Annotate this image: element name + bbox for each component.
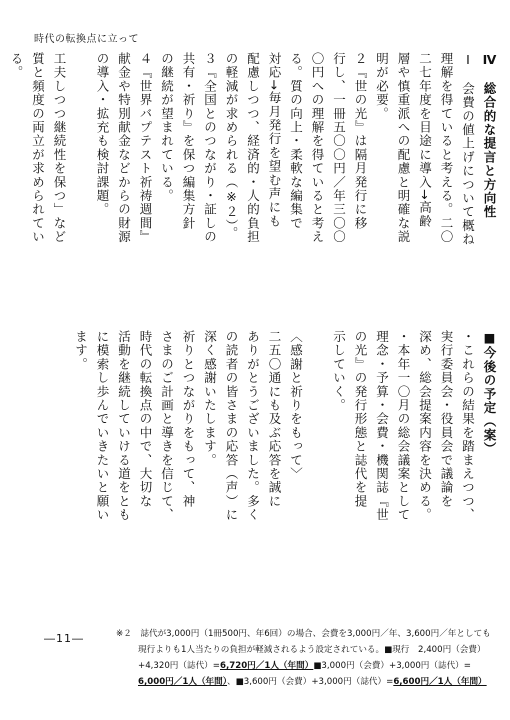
running-header: 時代の転換点に立って — [34, 34, 139, 45]
footnote-total: 6,600円／1人（年間） — [393, 677, 487, 687]
text-column: ２『世の光』は隔月発行に移 — [353, 52, 368, 231]
text-column: ます。 — [73, 330, 89, 372]
text-column: の導入・拡充も検討課題。 — [95, 52, 110, 217]
footnote-text: ■3,600円（会費）+3,000円（誌代）= — [235, 677, 394, 687]
text-column: の光』の発行形態と誌代を提 — [353, 330, 368, 509]
footnote-line: ※２ 誌代が3,000円（1冊500円、年6回）の場合、会費を3,000円／年、3,600円／年としても — [116, 629, 491, 639]
lower-text-block — [44, 330, 500, 592]
footnote-line — [116, 658, 502, 674]
text-column: 時代の転換点の中で、大切な — [138, 330, 153, 509]
text-column: ・これらの結果を踏まえつつ、 — [460, 330, 476, 522]
text-column: ・本年一〇月の総会議案として — [396, 330, 411, 522]
text-column: ３『全国とのつながり・証しの — [202, 52, 218, 244]
text-column: る。質の向上・柔軟な編集で — [288, 52, 304, 231]
text-column: 配慮しつつ、経済的・人的負担 — [245, 52, 261, 244]
footnote-text: ■3,000円（会費）+3,000円（誌代）= — [313, 661, 471, 671]
text-column: に模索し歩んでいきたいと願い — [95, 330, 110, 522]
footnote-total: 6,720円／1人（年間） — [219, 661, 314, 671]
text-column: ありがとうございました。多く — [245, 330, 261, 522]
text-column — [0, 52, 6, 310]
text-column — [70, 52, 92, 310]
text-column: 活動を継続していける道をとも — [116, 330, 132, 522]
text-column: 共有・祈り』を保つ編集方針 — [181, 52, 196, 231]
footnote-total: 6,000円／1人（年間） — [138, 677, 228, 687]
text-column: ４『世界バプテスト祈祷週間』 — [138, 52, 153, 244]
text-column: 対応→毎月発行を望む声にも — [267, 52, 282, 229]
text-column: 深く感謝いたします。 — [202, 330, 218, 467]
upper-text-block — [9, 52, 500, 310]
text-column — [307, 330, 329, 592]
text-column: の軽減が求められる（※２）。 — [224, 52, 239, 241]
text-column: Ⅰ 会費の値上げについて概ね — [460, 52, 476, 247]
section-heading: Ⅳ 総合的な提言と方向性 — [482, 52, 497, 219]
footnote-line: 6,000円／1人（年間）、■3,600円（会費）+3,000円（誌代）=6,600円／1人（年間） — [138, 677, 487, 687]
text-column: 明が必要。 — [374, 52, 390, 121]
text-column: 祈りとつながりをもって、神 — [181, 330, 196, 509]
footnote — [116, 626, 502, 690]
text-column: る。 — [9, 52, 24, 80]
text-column: 〇円への理解を得ていると考え — [310, 52, 325, 244]
text-column: 工夫しつつ継続性を保つ」など — [52, 52, 67, 244]
text-column: 行し、一冊五〇〇円／年三〇〇 — [331, 52, 347, 244]
text-column: 実行委員会・役員会で議論を — [439, 330, 454, 509]
text-column: 示していく。 — [331, 330, 347, 413]
text-column: 深め、総会提案内容を決める。 — [417, 330, 433, 522]
text-column: 二五〇通にも及ぶ応答を誠に — [267, 330, 282, 509]
text-column: 層や慎重派への配慮と明確な説 — [396, 52, 411, 244]
footnote-line: 現行よりも1人当たりの負担が軽減されるよう設定されている。■現行 2,400円（会費） — [138, 645, 486, 655]
text-column: 献金や特別献金などからの財源 — [116, 52, 132, 244]
page-number: ―11― — [44, 632, 84, 645]
text-column: 理念・予算・会費・機関誌『世 — [374, 330, 390, 522]
text-column: 二七年度を目途に導入→高齢 — [417, 52, 433, 229]
footnote-text: +4,320円（誌代）= — [138, 661, 220, 671]
text-column: 〈感謝と祈りをもって〉 — [288, 330, 304, 481]
text-column: の読者の皆さまの応答（声）に — [224, 330, 239, 522]
text-column: の継続が望まれている。 — [159, 52, 175, 203]
text-column: さまのご計画と導きを信じて、 — [159, 330, 175, 522]
text-column: 理解を得ていると考える。二〇 — [439, 52, 454, 244]
section-heading: ■今後の予定（案） — [482, 330, 497, 456]
text-column: 質と頻度の両立が求められてい — [30, 52, 46, 244]
